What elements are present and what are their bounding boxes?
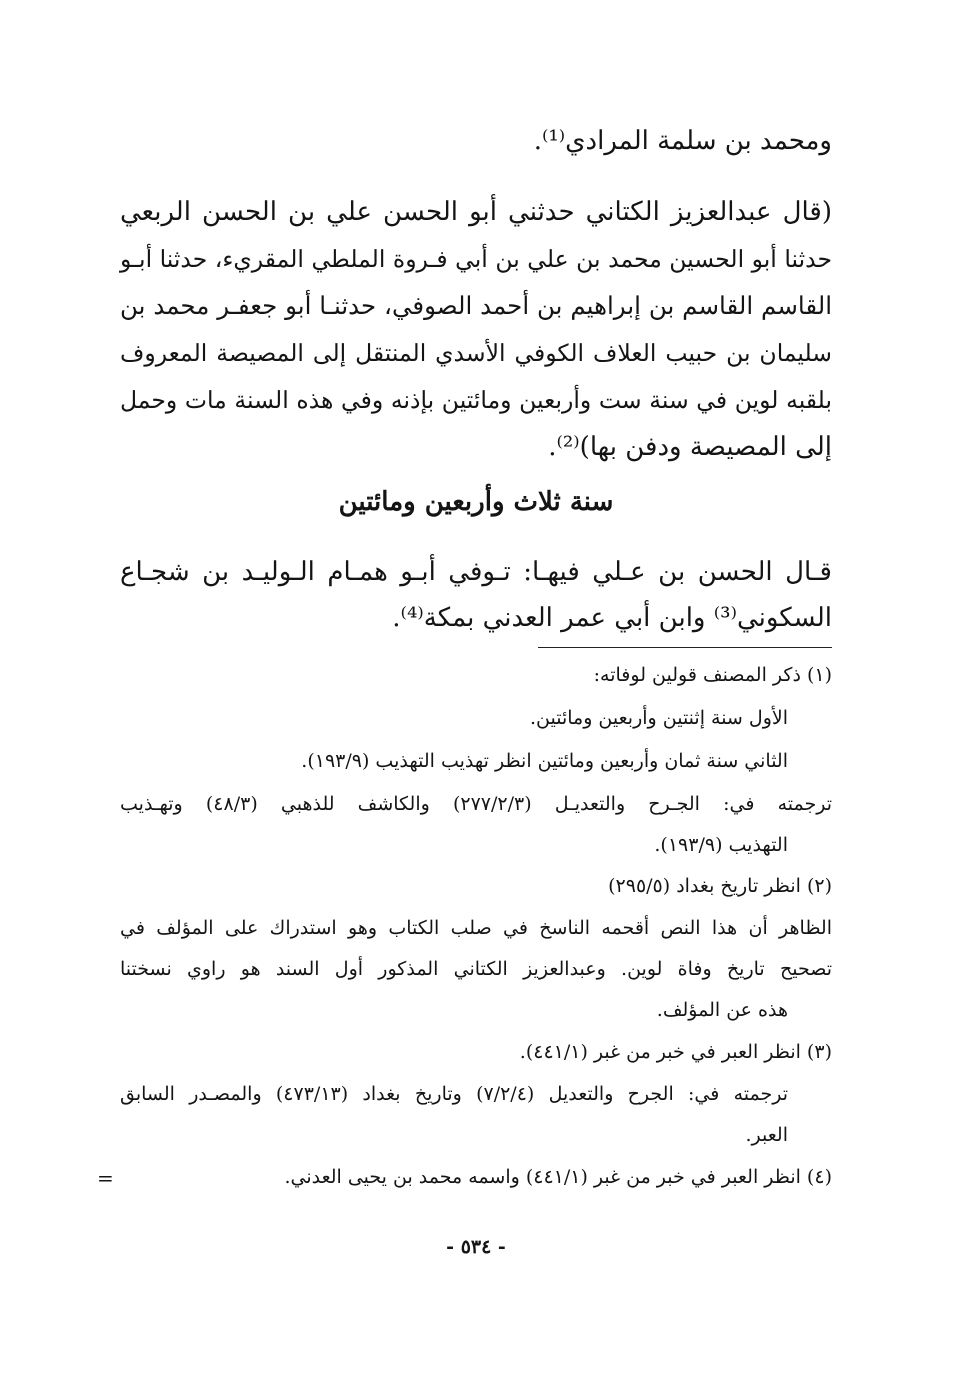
footnote-line: الثاني سنة ثمان وأربعين ومائتين انظر تهذيب التهذيب (١٩٣/٩). [301, 750, 788, 772]
paragraph-line: حدثنا أبو الحسين محمد بن علي بن أبي فـروة الملطي المقريء، حدثنا أبـو [120, 245, 832, 273]
footnote-line: ترجمته في: الجـرح والتعديـل (٢٧٧/٢/٣) والكاشف للذهبي (٤٨/٣) وتهـذيب [120, 793, 832, 815]
footnote-line: الأول سنة إثنتين وأربعين ومائتين. [529, 707, 788, 729]
paragraph-line: (قال عبدالعزيز الكتاني حدثني أبو الحسن علي بن الحسن الربعي [120, 197, 832, 227]
footnote-line: (١) ذكر المصنف قولين لوفاته: [593, 664, 832, 686]
footnote-separator [538, 647, 832, 648]
footnote-line: العبر. [745, 1124, 788, 1146]
paragraph-line: قـال الحسن بن عـلي فيهـا: تـوفي أبـو همـام الـوليـد بن شجـاع [120, 557, 832, 587]
continuation-mark: = [97, 1166, 114, 1190]
paragraph-line: سليمان بن حبيب العلاف الكوفي الأسدي المنتقل إلى المصيصة المعروف [120, 339, 832, 367]
footnote-line: هذه عن المؤلف. [656, 999, 788, 1021]
paragraph-line: السكوني⁽³⁾ وابن أبي عمر العدني بمكة⁽⁴⁾. [392, 603, 832, 633]
footnote-line: (٤) انظر العبر في خبر من غبر (٤٤١/١) واسمه محمد بن يحيى العدني. [284, 1166, 832, 1188]
paragraph-line: القاسم القاسم بن إبراهيم بن أحمد الصوفي، حدثنـا أبو جعفـر محمد بن [120, 291, 832, 320]
book-page [120, 0, 832, 1387]
footnote-line: ترجمته في: الجرح والتعديل (٧/٢/٤) وتاريخ بغداد (٤٧٣/١٣) والمصـدر السابق [120, 1083, 788, 1105]
footnote-line: التهذيب (١٩٣/٩). [654, 834, 788, 856]
paragraph-line: بلقبه لوين في سنة ست وأربعين ومائتين بإذنه وفي هذه السنة مات وحمل [120, 386, 832, 414]
page-number: - ٥٣٤ - [446, 1236, 506, 1258]
intro-line: ومحمد بن سلمة المرادي⁽¹⁾. [533, 126, 832, 156]
footnote-line: تصحيح تاريخ وفاة لوين. وعبدالعزيز الكتاني المذكور أول السند هو راوي نسختنا [120, 958, 832, 980]
footnote-line: (٣) انظر العبر في خبر من غبر (٤٤١/١). [519, 1041, 832, 1063]
footnote-line: (٢) انظر تاريخ بغداد (٢٩٥/٥) [608, 875, 832, 897]
paragraph-line: إلى المصيصة ودفن بها)⁽²⁾. [548, 432, 832, 462]
footnote-line: الظاهر أن هذا النص أقحمه الناسخ في صلب الكتاب وهو استدراك على المؤلف في [120, 917, 832, 939]
section-title: سنة ثلاث وأربعين ومائتين [338, 487, 614, 517]
